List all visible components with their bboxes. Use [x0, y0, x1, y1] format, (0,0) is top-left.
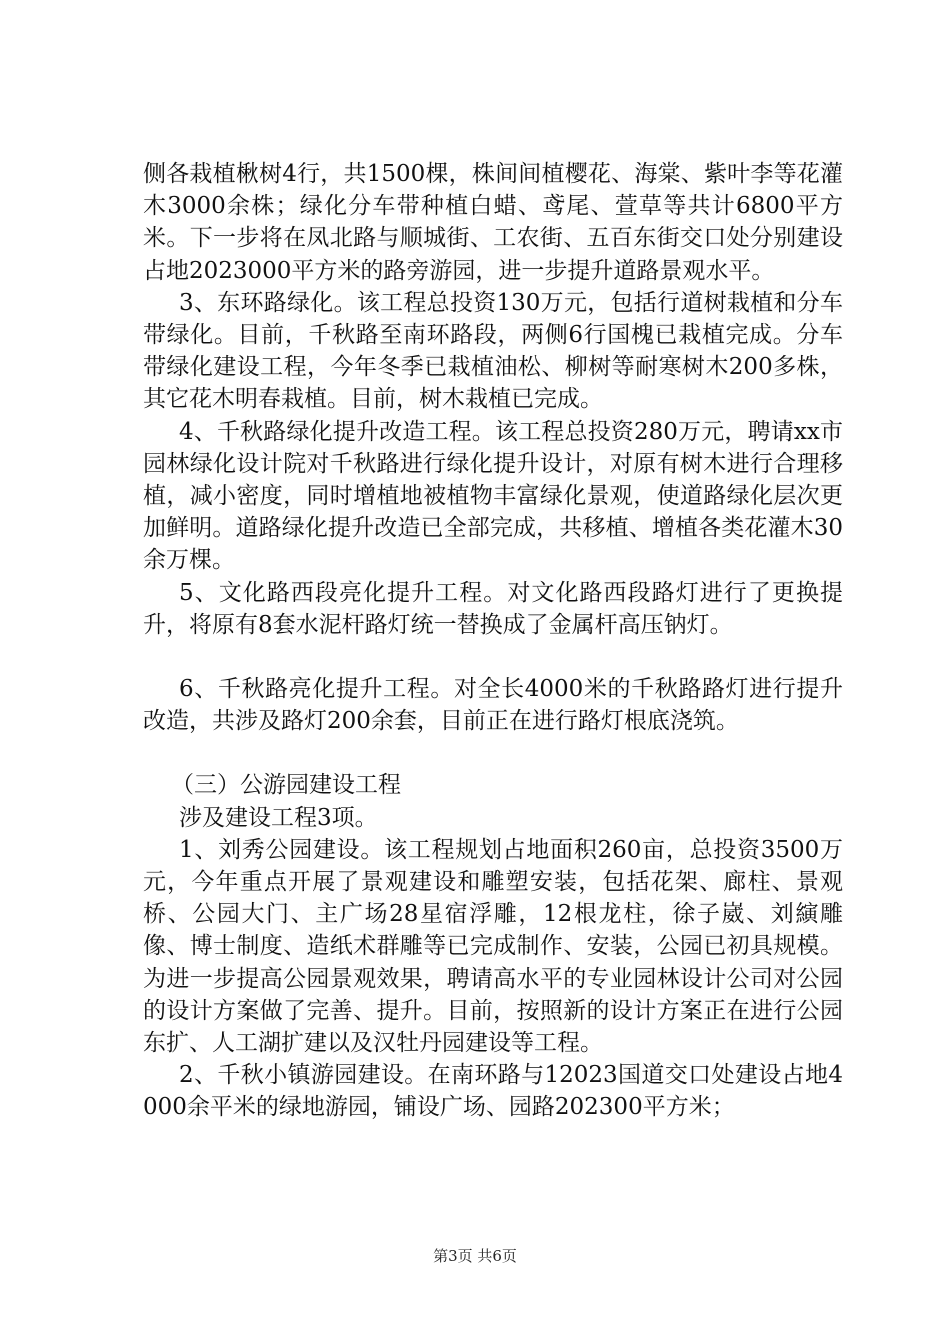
paragraph-continued-tree-planting: 侧各栽植楸树4行，共1500棵，株间间植樱花、海棠、紫叶李等花灌木3000余株；绿化分车带种植白蜡、鸢尾、萱草等共计6800平方米。下一步将在凤北路与顺城街、工农街、五百东街交口处分别建设占地2023000平方米的路旁游园，进一步提升道路景观水平。: [143, 161, 843, 284]
paragraph-item-4-qianqiu-road-greening: 4、千秋路绿化提升改造工程。该工程总投资280万元，聘请xx市园林绿化设计院对千秋路进行绿化提升设计，对原有树木进行合理移植，减小密度，同时增植地被植物丰富绿化景观，使道路绿化层次更加鲜明。道路绿化提升改造已全部完成，共移植、增植各类花灌木30余万棵。: [143, 418, 843, 574]
document-body: [143, 158, 843, 1124]
paragraph-item-2-qianqiu-town-garden: 2、千秋小镇游园建设。在南环路与12023国道交口处建设占地4000余平米的绿地游园，铺设广场、园路202300平方米；: [143, 1062, 843, 1121]
paragraph-item-3-east-ring-road: 3、东环路绿化。该工程总投资130万元，包括行道树栽植和分车带绿化。目前，千秋路至南环路段，两侧6行国槐已栽植完成。分车带绿化建设工程，今年冬季已栽植油松、柳树等耐寒树木200多株，其它花木明春栽植。目前，树木栽植已完成。: [143, 289, 843, 413]
section-heading-park-construction: （三）公游园建设工程: [171, 772, 401, 799]
paragraph-item-1-liuxiu-park: 1、刘秀公园建设。该工程规划占地面积260亩，总投资3500万元，今年重点开展了景观建设和雕塑安装，包括花架、廊柱、景观桥、公园大门、主广场28星宿浮雕，12根龙柱，徐子崴、刘縯雕像、博士制度、造纸术群雕等已完成制作、安装，公园已初具规模。为进一步提高公园景观效果，聘请高水平的专业园林设计公司对公园的设计方案做了完善、提升。目前，按照新的设计方案正在进行公园东扩、人工湖扩建以及汉牡丹园建设等工程。: [143, 836, 843, 1057]
paragraph-project-count: 涉及建设工程3项。: [179, 804, 378, 831]
paragraph-item-6-qianqiu-road-lighting: 6、千秋路亮化提升工程。对全长4000米的千秋路路灯进行提升改造，共涉及路灯200余套，目前正在进行路灯根底浇筑。: [143, 676, 843, 735]
spacer: [143, 737, 843, 769]
page-footer: 第3页 共6页: [433, 1247, 517, 1265]
paragraph-item-5-wenhua-road-lighting: 5、文化路西段亮化提升工程。对文化路西段路灯进行了更换提升，将原有8套水泥杆路灯统一替换成了金属杆高压钠灯。: [143, 579, 843, 638]
spacer: [143, 641, 843, 673]
